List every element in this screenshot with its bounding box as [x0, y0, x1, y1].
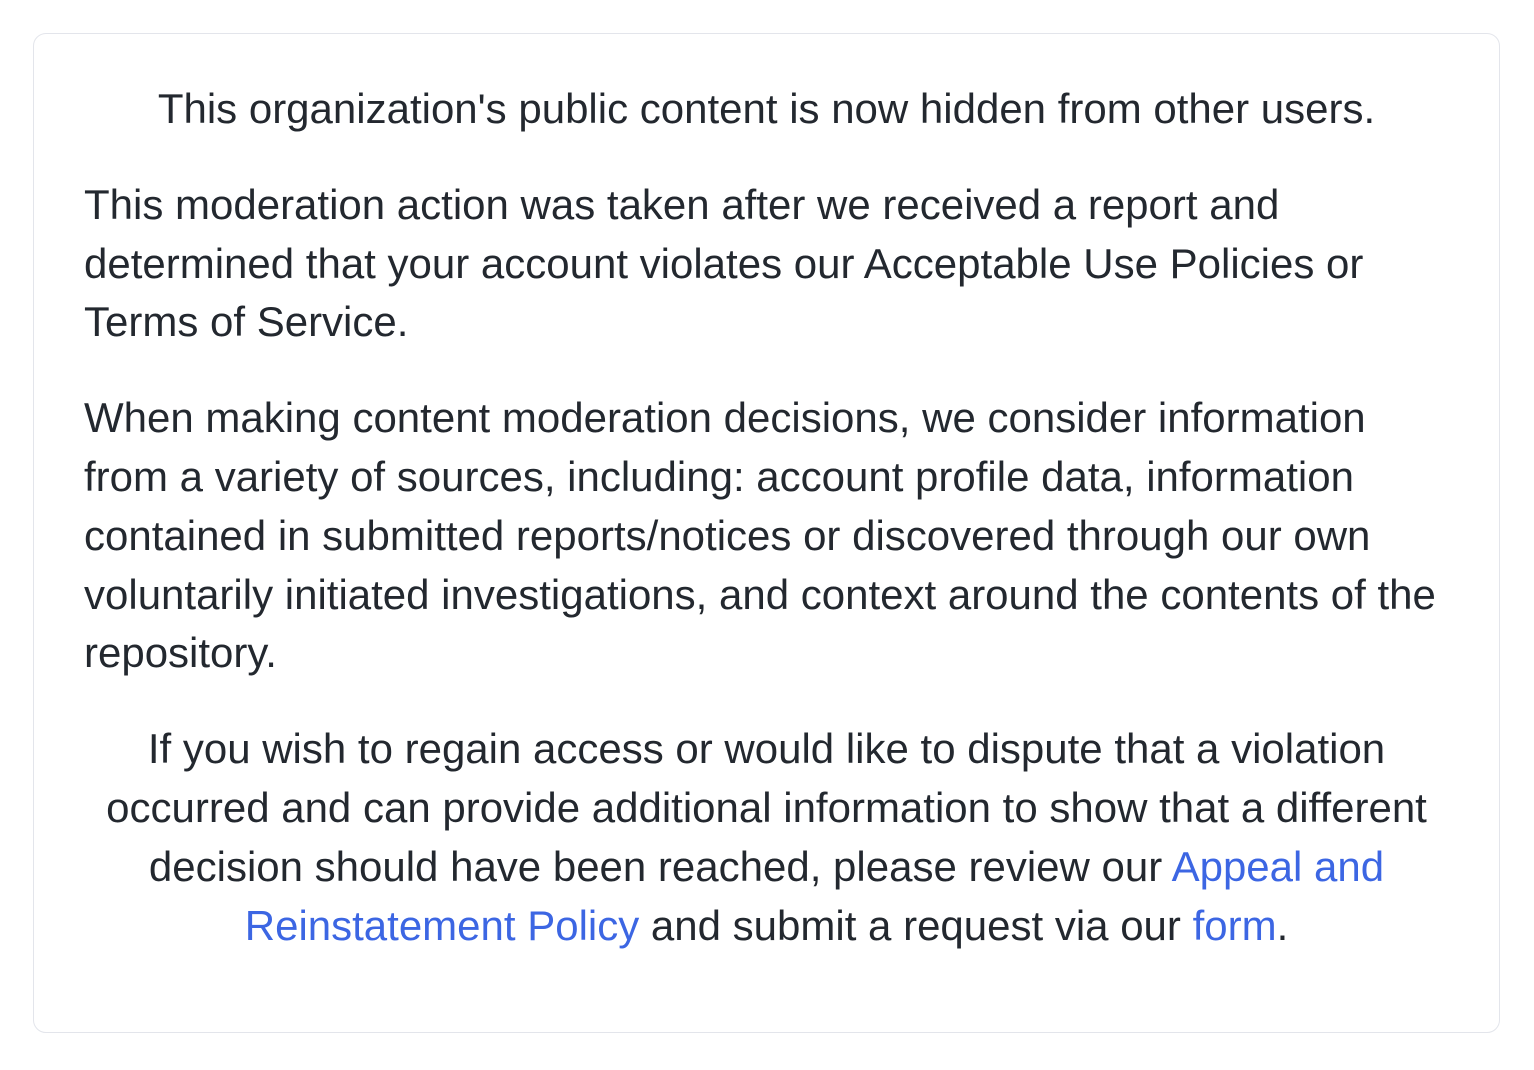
- appeal-text-between-links: and submit a request via our: [639, 901, 1193, 949]
- decision-sources-paragraph: When making content moderation decisions, we consider information from a variety of sources, including: account profile data, information contained in submitted reports/notices or discovered through our own voluntarily initiated investigations, and context around the contents of the repository.: [84, 394, 1436, 677]
- appeal-text-before-link: If you wish to regain access or would like to dispute that a violation occurred and can provide additional information to show that a different decision should have been reached, please review our: [106, 725, 1427, 890]
- appeal-and-reinstatement-policy-link[interactable]: Appeal and Reinstatement Policy: [244, 842, 1385, 949]
- moderation-notice-card: [33, 33, 1500, 1033]
- appeal-paragraph: [84, 720, 1449, 955]
- notice-headline: This organization's public content is now hidden from other users.: [157, 85, 1376, 132]
- appeal-form-link[interactable]: form: [1192, 901, 1277, 949]
- appeal-text-after-link: .: [1276, 901, 1289, 949]
- moderation-action-paragraph: This moderation action was taken after we received a report and determined that your account violates our Acceptable Use Policies or Terms of Service.: [84, 180, 1364, 346]
